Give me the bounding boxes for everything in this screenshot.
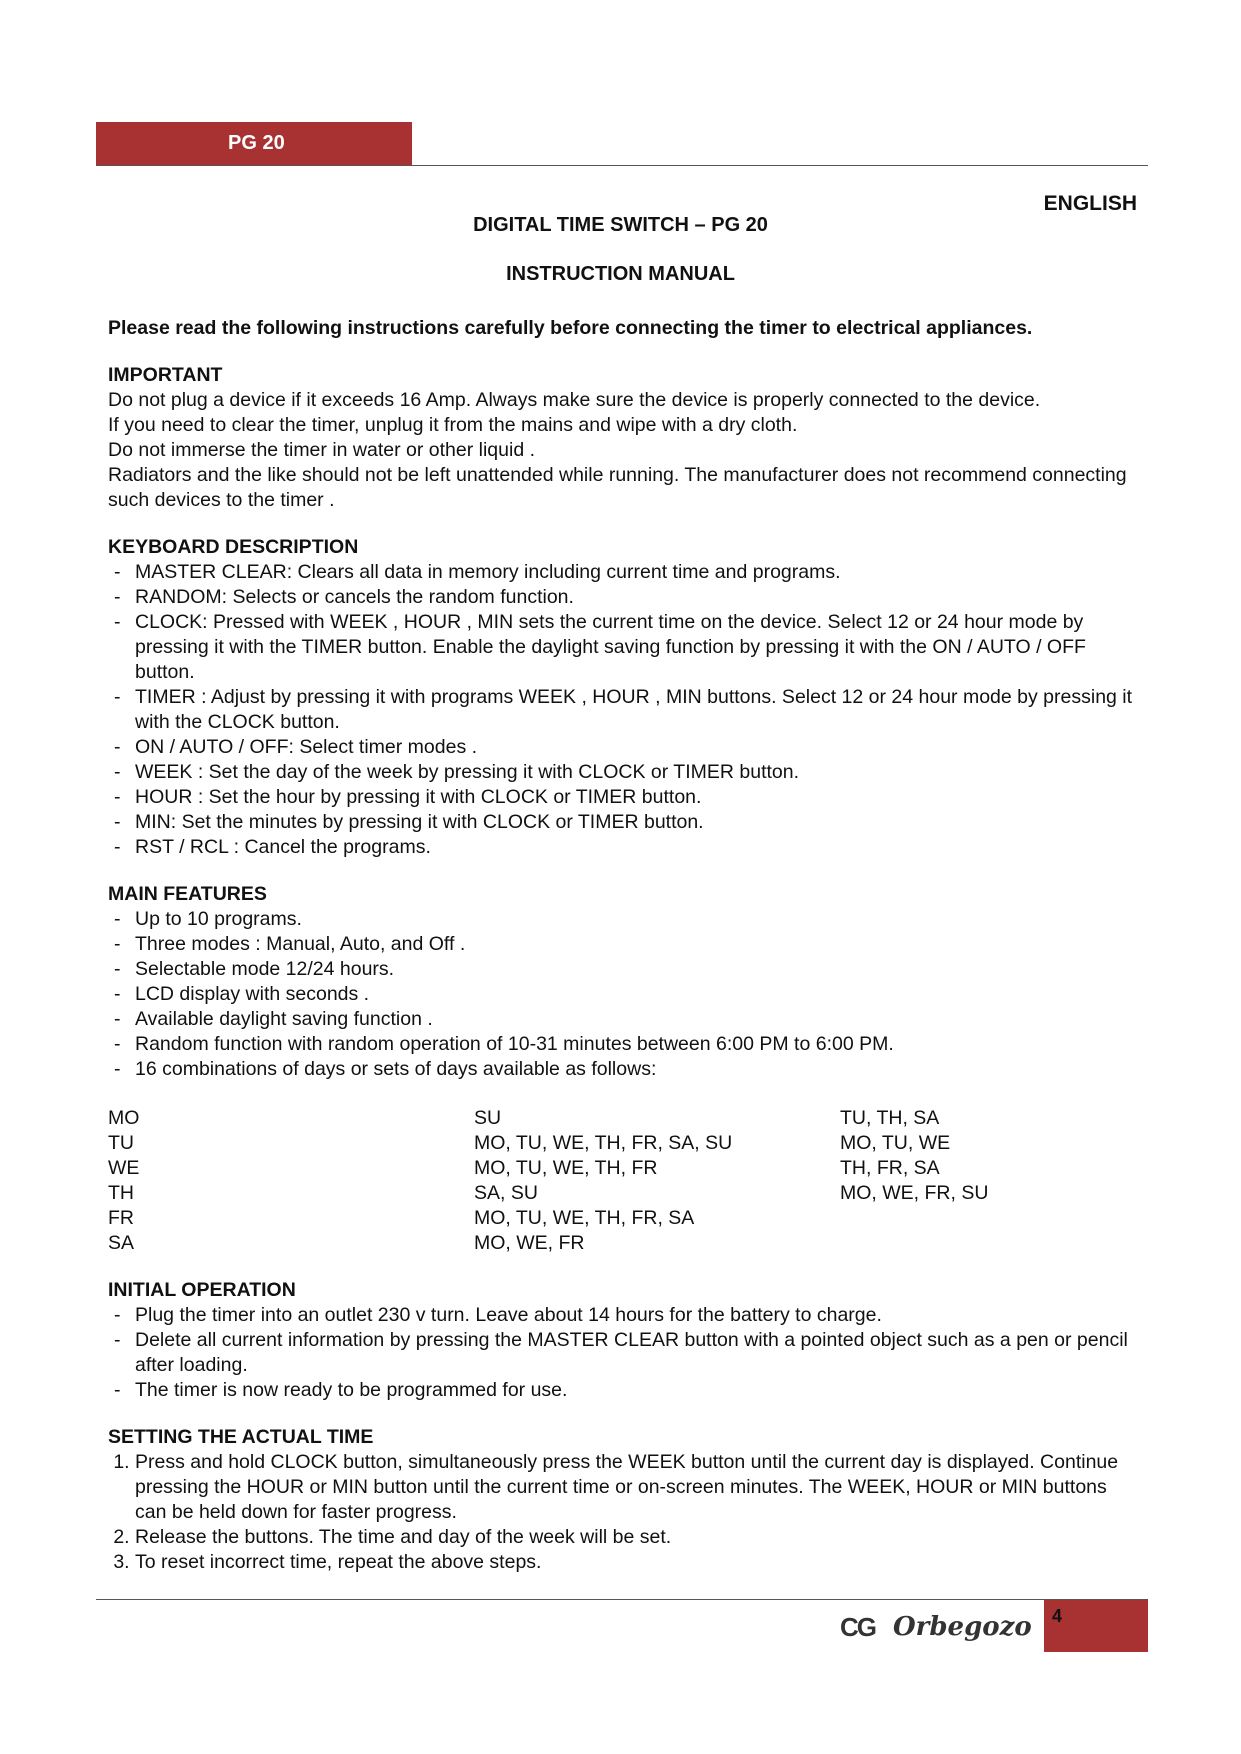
- list-item: - Random function with random operation of 10-31 minutes between 6:00 PM to 6:00 PM.: [108, 1032, 1138, 1057]
- brand-logo: [840, 1610, 1032, 1644]
- list-item: - LCD display with seconds .: [108, 982, 1138, 1007]
- setting-steps: [108, 1450, 1138, 1575]
- features-heading: MAIN FEATURES: [108, 883, 267, 905]
- document-title: DIGITAL TIME SWITCH – PG 20: [473, 214, 768, 236]
- day-cell: SU: [474, 1107, 502, 1129]
- important-line: Do not immerse the timer in water or other liquid .: [108, 439, 536, 461]
- day-cell: TU, TH, SA: [840, 1107, 940, 1129]
- day-cell: MO: [108, 1107, 140, 1129]
- day-cell: MO, TU, WE: [840, 1132, 951, 1154]
- list-item: - HOUR : Set the hour by pressing it with CLOCK or TIMER button.: [108, 785, 1138, 810]
- manual-content: [108, 316, 1138, 1575]
- list-item: - Selectable mode 12/24 hours.: [108, 957, 1138, 982]
- header-divider: [96, 165, 1148, 166]
- day-cell: SA, SU: [474, 1182, 538, 1204]
- document-subtitle: INSTRUCTION MANUAL: [506, 263, 735, 285]
- day-cell: MO, TU, WE, TH, FR, SA: [474, 1207, 695, 1229]
- day-column-2: [474, 1106, 840, 1256]
- day-cell: TH: [108, 1182, 134, 1204]
- list-item: 3. To reset incorrect time, repeat the above steps.: [135, 1550, 1138, 1575]
- intro-text: Please read the following instructions carefully before connecting the timer to electrical appliances.: [108, 317, 1033, 339]
- header-tab-label: PG 20: [228, 132, 285, 154]
- list-item: - RST / RCL : Cancel the programs.: [108, 835, 1138, 860]
- list-item: - MASTER CLEAR: Clears all data in memory including current time and programs.: [108, 560, 1138, 585]
- initial-list: [108, 1303, 1138, 1403]
- day-column-1: [108, 1106, 474, 1256]
- language-label: ENGLISH: [1043, 192, 1137, 215]
- logo-text: Orbegozo: [893, 1612, 1032, 1642]
- day-cell: TH, FR, SA: [840, 1157, 940, 1179]
- list-item: - RANDOM: Selects or cancels the random function.: [108, 585, 1138, 610]
- list-item: 2. Release the buttons. The time and day of the week will be set.: [135, 1525, 1138, 1550]
- page-number: 4: [1052, 1606, 1063, 1626]
- important-line: Radiators and the like should not be left unattended while running. The manufacturer does not recommend connecting such devices to the timer .: [108, 464, 1127, 511]
- day-cell: MO, TU, WE, TH, FR: [474, 1157, 658, 1179]
- list-item: 1. Press and hold CLOCK button, simultaneously press the WEEK button until the current day is displayed. Continue pressing the HOUR or MIN button until the current time or on-screen minutes. The WEEK, HOUR or MIN buttons can be held down for faster progress.: [135, 1450, 1138, 1525]
- list-item: - MIN: Set the minutes by pressing it with CLOCK or TIMER button.: [108, 810, 1138, 835]
- important-line: If you need to clear the timer, unplug it from the mains and wipe with a dry cloth.: [108, 414, 798, 436]
- logo-mark-icon: CG: [840, 1611, 875, 1642]
- footer-divider: [96, 1599, 1148, 1600]
- day-column-3: [840, 1106, 988, 1256]
- list-item: - TIMER : Adjust by pressing it with programs WEEK , HOUR , MIN buttons. Select 12 or 24 hour mode by pressing it with the CLOCK button.: [108, 685, 1138, 735]
- day-cell: MO, WE, FR: [474, 1232, 585, 1254]
- keyboard-heading: KEYBOARD DESCRIPTION: [108, 536, 359, 558]
- list-item: - CLOCK: Pressed with WEEK , HOUR , MIN sets the current time on the device. Select 12 or 24 hour mode by pressing it with the TIMER button. Enable the daylight saving function by pressing it with the ON / AUTO / OFF button.: [108, 610, 1138, 685]
- day-cell: SA: [108, 1232, 135, 1254]
- day-cell: MO, TU, WE, TH, FR, SA, SU: [474, 1132, 733, 1154]
- features-list: [108, 907, 1138, 1082]
- list-item: - Plug the timer into an outlet 230 v turn. Leave about 14 hours for the battery to charge.: [108, 1303, 1138, 1328]
- list-item: - The timer is now ready to be programmed for use.: [108, 1378, 1138, 1403]
- setting-heading: SETTING THE ACTUAL TIME: [108, 1426, 374, 1448]
- important-heading: IMPORTANT: [108, 364, 223, 386]
- keyboard-list: [108, 560, 1138, 860]
- page-number-tab: [1044, 1600, 1148, 1652]
- list-item: - Up to 10 programs.: [108, 907, 1138, 932]
- day-cell: TU: [108, 1132, 134, 1154]
- important-line: Do not plug a device if it exceeds 16 Amp. Always make sure the device is properly connected to the device.: [108, 389, 1041, 411]
- list-item: - 16 combinations of days or sets of days available as follows:: [108, 1057, 1138, 1082]
- initial-heading: INITIAL OPERATION: [108, 1279, 296, 1301]
- day-cell: FR: [108, 1207, 134, 1229]
- list-item: - Three modes : Manual, Auto, and Off .: [108, 932, 1138, 957]
- day-cell: MO, WE, FR, SU: [840, 1182, 989, 1204]
- day-combinations-table: [108, 1106, 1138, 1256]
- header-tab: [96, 122, 412, 166]
- list-item: - Delete all current information by pressing the MASTER CLEAR button with a pointed object such as a pen or pencil after loading.: [108, 1328, 1138, 1378]
- list-item: - ON / AUTO / OFF: Select timer modes .: [108, 735, 1138, 760]
- day-cell: WE: [108, 1157, 140, 1179]
- list-item: - WEEK : Set the day of the week by pressing it with CLOCK or TIMER button.: [108, 760, 1138, 785]
- list-item: - Available daylight saving function .: [108, 1007, 1138, 1032]
